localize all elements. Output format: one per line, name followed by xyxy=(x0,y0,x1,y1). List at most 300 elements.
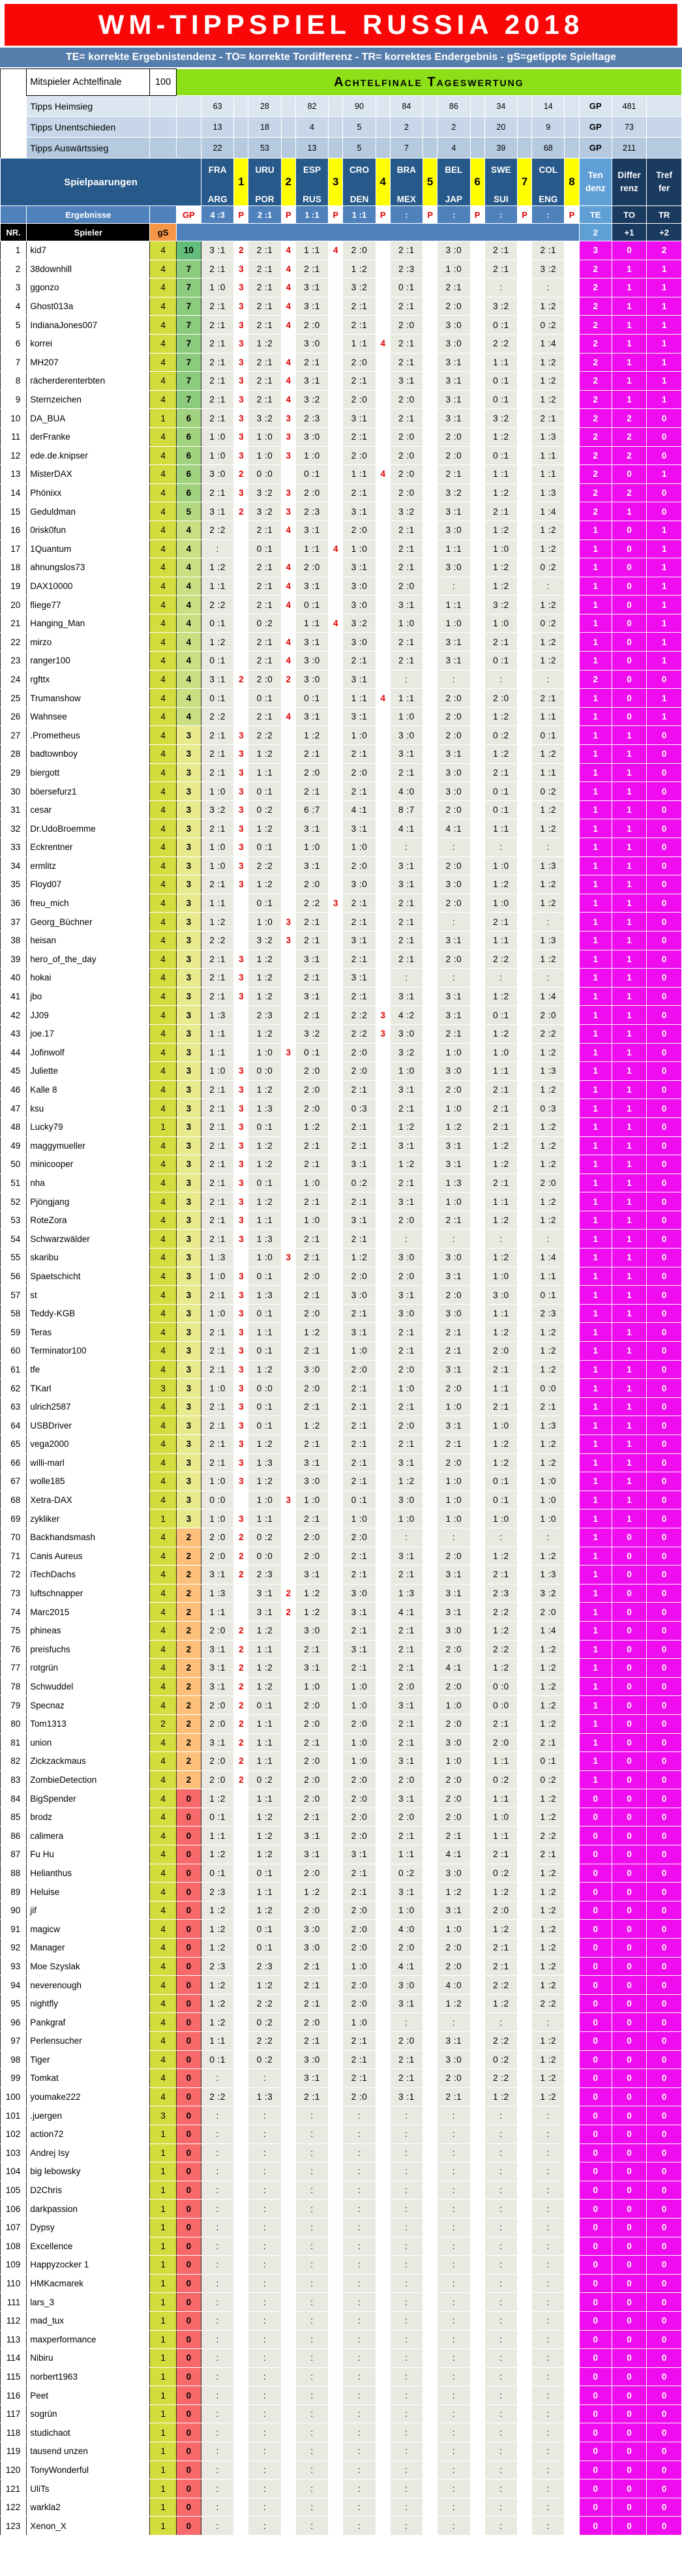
tip-cell: : xyxy=(484,2200,517,2219)
tip-points xyxy=(329,1062,343,1081)
treffer-value: 1 xyxy=(647,334,682,353)
tip-cell: 2 :0 xyxy=(343,1976,376,1995)
tip-cell: 1 :2 xyxy=(532,1323,565,1342)
treffer-value: 1 xyxy=(647,297,682,316)
tip-cell: 2 :1 xyxy=(295,260,328,279)
treffer-value: 0 xyxy=(647,1286,682,1305)
tip-cell: 2 :1 xyxy=(343,894,376,913)
player-rank: 13 xyxy=(1,465,27,484)
tip-cell: 2 :1 xyxy=(295,782,328,801)
player-row xyxy=(1,1286,682,1305)
player-name: st xyxy=(27,1286,150,1305)
player-rank: 121 xyxy=(1,2479,27,2498)
tip-points xyxy=(517,670,531,689)
tip-cell: 1 :2 xyxy=(295,726,328,745)
differenz-value: 1 xyxy=(612,763,646,782)
treffer-value: 1 xyxy=(647,558,682,577)
tip-cell: 2 :1 xyxy=(295,1509,328,1528)
differenz-value: 1 xyxy=(612,1211,646,1230)
player-rank: 108 xyxy=(1,2237,27,2256)
tip-cell: : xyxy=(248,2386,281,2405)
tendenz-value: 1 xyxy=(579,1770,612,1789)
treffer-value: 0 xyxy=(647,1024,682,1043)
tip-cell: 1 :0 xyxy=(437,1192,470,1211)
tip-cell: 2 :1 xyxy=(343,1080,376,1099)
tip-points xyxy=(565,1901,579,1920)
tip-cell: 1 :2 xyxy=(248,1192,281,1211)
tip-points xyxy=(281,1770,295,1789)
tendenz-value: 0 xyxy=(579,2349,612,2368)
tendenz-value: 1 xyxy=(579,1584,612,1603)
tip-cell: 2 :2 xyxy=(484,1976,517,1995)
tip-points xyxy=(281,1528,295,1547)
player-row xyxy=(1,2032,682,2051)
tip-cell: : xyxy=(437,2237,470,2256)
tip-points xyxy=(565,2162,579,2181)
tip-cell: 1 :2 xyxy=(248,745,281,764)
tip-points xyxy=(517,2311,531,2330)
tip-cell: : xyxy=(532,2237,565,2256)
player-row xyxy=(1,707,682,726)
tip-cell: 1 :0 xyxy=(484,614,517,633)
tip-cell: 2 :1 xyxy=(201,1323,233,1342)
tip-points xyxy=(281,1006,295,1025)
tip-cell: : xyxy=(248,2256,281,2275)
tip-cell: 2 :1 xyxy=(390,334,423,353)
tip-points xyxy=(565,1509,579,1528)
player-gp: 6 xyxy=(176,409,201,428)
tip-cell: : xyxy=(437,2144,470,2162)
tip-points xyxy=(517,2144,531,2162)
tip-cell: 3 :1 xyxy=(437,633,470,652)
player-gs: 4 xyxy=(150,689,176,708)
tip-points xyxy=(470,1584,484,1603)
treffer-value: 0 xyxy=(647,1416,682,1435)
player-name: badtownboy xyxy=(27,745,150,764)
player-row xyxy=(1,2349,682,2368)
tip-cell: : xyxy=(390,2330,423,2349)
tendenz-value: 2 xyxy=(579,316,612,335)
tip-cell: 2 :1 xyxy=(390,521,423,539)
treffer-value: 0 xyxy=(647,2293,682,2312)
player-row xyxy=(1,1360,682,1379)
player-rank: 36 xyxy=(1,894,27,913)
tip-cell: 3 :0 xyxy=(201,465,233,484)
player-gp: 0 xyxy=(176,1976,201,1995)
treffer-value: 0 xyxy=(647,483,682,502)
differenz-value: 0 xyxy=(612,1976,646,1995)
tip-points xyxy=(565,372,579,391)
treffer-value: 0 xyxy=(647,2181,682,2200)
tip-points xyxy=(329,745,343,764)
tip-cell: 2 :1 xyxy=(437,1435,470,1454)
tip-points xyxy=(470,2106,484,2125)
tip-cell: 3 :0 xyxy=(295,1360,328,1379)
tip-points xyxy=(423,427,437,446)
player-row xyxy=(1,1304,682,1323)
tip-points xyxy=(423,969,437,988)
tipps-count: 20 xyxy=(484,117,517,138)
tip-cell: 2 :1 xyxy=(484,1714,517,1733)
player-gp: 3 xyxy=(176,1453,201,1472)
differenz-value: 1 xyxy=(612,1249,646,1267)
player-name: RoteZora xyxy=(27,1211,150,1230)
tip-cell: 3 :0 xyxy=(390,1249,423,1267)
tip-points xyxy=(517,800,531,819)
tip-cell: 1 :1 xyxy=(201,1024,233,1043)
treffer-value: 0 xyxy=(647,1211,682,1230)
tr-label: TR xyxy=(647,206,682,224)
player-row xyxy=(1,2404,682,2423)
tip-cell: : xyxy=(484,2106,517,2125)
tip-points xyxy=(517,2479,531,2498)
tip-cell: 3 :0 xyxy=(437,316,470,335)
tip-cell: 3 :1 xyxy=(390,1286,423,1305)
player-gs: 4 xyxy=(150,726,176,745)
player-row xyxy=(1,950,682,969)
tip-cell: 3 :2 xyxy=(532,1584,565,1603)
tip-points xyxy=(565,558,579,577)
tip-points xyxy=(423,1491,437,1509)
tip-points xyxy=(376,2087,390,2106)
tip-points: 3 xyxy=(376,1024,390,1043)
tip-points xyxy=(470,260,484,279)
treffer-value: 0 xyxy=(647,1267,682,1286)
tip-cell: 3 :1 xyxy=(437,987,470,1006)
tip-points: 4 xyxy=(376,465,390,484)
tipp-table xyxy=(0,68,682,2536)
head-blank xyxy=(176,224,579,241)
tip-cell: 2 :2 xyxy=(343,1024,376,1043)
differenz-value: 0 xyxy=(612,1808,646,1826)
treffer-value: 1 xyxy=(647,689,682,708)
summary-p-blank xyxy=(376,138,390,159)
tip-points xyxy=(234,1043,248,1062)
treffer-value: 0 xyxy=(647,2517,682,2536)
player-row xyxy=(1,2087,682,2106)
tip-cell: 0 :2 xyxy=(484,2050,517,2069)
tip-cell: 1 :4 xyxy=(532,987,565,1006)
tip-cell: 3 :1 xyxy=(437,1901,470,1920)
tip-points xyxy=(423,1901,437,1920)
differenz-value: 1 xyxy=(612,782,646,801)
player-gs: 4 xyxy=(150,1640,176,1659)
p-header: P xyxy=(470,206,484,224)
tip-points xyxy=(517,2367,531,2386)
tip-points xyxy=(329,1864,343,1883)
player-name: Lucky79 xyxy=(27,1117,150,1136)
tip-points xyxy=(565,483,579,502)
tip-points xyxy=(565,316,579,335)
tip-points: 3 xyxy=(234,800,248,819)
tip-cell: 3 :2 xyxy=(248,931,281,950)
tip-cell: 1 :2 xyxy=(532,353,565,372)
tip-cell: 1 :0 xyxy=(201,1379,233,1398)
tip-points xyxy=(376,1230,390,1249)
tip-points xyxy=(281,1826,295,1845)
tip-points xyxy=(517,260,531,279)
tip-cell: 3 :1 xyxy=(295,707,328,726)
tip-cell: 3 :1 xyxy=(343,558,376,577)
tip-cell: 2 :0 xyxy=(390,483,423,502)
tip-cell: 1 :1 xyxy=(484,1752,517,1771)
player-name: Peet xyxy=(27,2386,150,2405)
player-name: USBDriver xyxy=(27,1416,150,1435)
tip-points xyxy=(329,1342,343,1361)
treffer-value: 0 xyxy=(647,1192,682,1211)
tip-cell: : xyxy=(390,2274,423,2293)
tip-points xyxy=(234,2442,248,2461)
player-gp: 4 xyxy=(176,558,201,577)
tip-cell: : xyxy=(343,2461,376,2479)
tendenz-value: 0 xyxy=(579,2386,612,2405)
player-row xyxy=(1,782,682,801)
tip-cell: 3 :0 xyxy=(295,670,328,689)
player-name: 1Quantum xyxy=(27,539,150,558)
player-gp: 6 xyxy=(176,446,201,465)
tip-points xyxy=(517,614,531,633)
tip-points xyxy=(234,1249,248,1267)
tip-cell: 0 :1 xyxy=(532,726,565,745)
tip-cell: 3 :1 xyxy=(248,1584,281,1603)
tip-points xyxy=(281,2442,295,2461)
tip-points: 2 xyxy=(234,1528,248,1547)
tip-points xyxy=(329,1099,343,1118)
tip-cell: 2 :1 xyxy=(390,1826,423,1845)
tip-points xyxy=(565,1136,579,1155)
tip-points xyxy=(423,1435,437,1454)
differenz-value: 0 xyxy=(612,1733,646,1752)
tip-points xyxy=(329,819,343,838)
summary-gs-blank xyxy=(150,138,176,159)
tip-cell: 1 :2 xyxy=(248,1024,281,1043)
player-gs: 4 xyxy=(150,1677,176,1696)
tip-cell: 3 :0 xyxy=(295,427,328,446)
tip-cell: 3 :0 xyxy=(437,1733,470,1752)
player-name: ede.de.knipser xyxy=(27,446,150,465)
tip-points xyxy=(470,1379,484,1398)
tip-cell: : xyxy=(201,2256,233,2275)
tip-cell: : xyxy=(343,2517,376,2536)
tip-cell: : xyxy=(437,577,470,596)
tip-cell: 1 :0 xyxy=(390,614,423,633)
player-rank: 4 xyxy=(1,297,27,316)
tip-points: 3 xyxy=(234,782,248,801)
tip-points xyxy=(517,1286,531,1305)
summary-right-blank xyxy=(647,117,682,138)
tip-points xyxy=(565,2181,579,2200)
tip-points xyxy=(517,483,531,502)
tip-points xyxy=(423,465,437,484)
tip-cell: 1 :0 xyxy=(343,726,376,745)
tip-points xyxy=(281,2218,295,2237)
tip-points xyxy=(470,1957,484,1976)
tip-cell: 3 :0 xyxy=(437,521,470,539)
treffer-value: 1 xyxy=(647,614,682,633)
tip-cell: 3 :0 xyxy=(295,652,328,671)
tip-points xyxy=(423,2069,437,2088)
tendenz-value: 1 xyxy=(579,1062,612,1081)
p-header: P xyxy=(329,206,343,224)
player-gs: 4 xyxy=(150,596,176,614)
tendenz-value: 1 xyxy=(579,950,612,969)
tip-cell: : xyxy=(437,2498,470,2517)
tip-points xyxy=(470,427,484,446)
tip-points xyxy=(329,707,343,726)
tip-points xyxy=(423,2461,437,2479)
player-gp: 0 xyxy=(176,1845,201,1864)
tip-cell: 1 :2 xyxy=(532,800,565,819)
tip-points xyxy=(281,745,295,764)
treffer-value: 1 xyxy=(647,521,682,539)
tip-points xyxy=(565,1491,579,1509)
tip-cell: 2 :1 xyxy=(201,1453,233,1472)
tendenz-value: 1 xyxy=(579,1174,612,1192)
tip-cell: 2 :0 xyxy=(343,1714,376,1733)
player-name: freu_mich xyxy=(27,894,150,913)
tip-cell: : xyxy=(390,2367,423,2386)
player-row xyxy=(1,1024,682,1043)
tip-cell: 3 :1 xyxy=(343,819,376,838)
treffer-value: 0 xyxy=(647,427,682,446)
tip-points xyxy=(329,1211,343,1230)
tendenz-value: 0 xyxy=(579,1920,612,1939)
player-row xyxy=(1,1957,682,1976)
player-rank: 94 xyxy=(1,1976,27,1995)
tip-points xyxy=(376,2461,390,2479)
tip-cell: 2 :0 xyxy=(343,1920,376,1939)
player-name: darkpassion xyxy=(27,2200,150,2219)
player-rank: 59 xyxy=(1,1323,27,1342)
player-name: Wahnsee xyxy=(27,707,150,726)
summary-gp-blank xyxy=(176,138,201,159)
tip-cell: 1 :2 xyxy=(248,1136,281,1155)
differenz-value: 0 xyxy=(612,2032,646,2051)
tip-points xyxy=(470,372,484,391)
tip-points xyxy=(329,2200,343,2219)
tip-points xyxy=(470,1342,484,1361)
player-gs: 4 xyxy=(150,1547,176,1566)
tip-cell: 2 :1 xyxy=(437,465,470,484)
tip-points: 3 xyxy=(234,316,248,335)
tip-points xyxy=(281,1696,295,1715)
player-name: Terminator100 xyxy=(27,1342,150,1361)
tip-cell: 2 :0 xyxy=(295,1080,328,1099)
tip-points xyxy=(234,2330,248,2349)
tip-points xyxy=(376,1491,390,1509)
tip-cell: 1 :2 xyxy=(295,1117,328,1136)
player-row xyxy=(1,800,682,819)
tip-cell: 2 :0 xyxy=(343,763,376,782)
tip-cell: 1 :0 xyxy=(484,1509,517,1528)
tip-cell: 0 :2 xyxy=(248,614,281,633)
tip-cell: 2 :1 xyxy=(437,1323,470,1342)
tip-cell: 3 :1 xyxy=(437,1136,470,1155)
tip-points xyxy=(470,2013,484,2032)
tip-points xyxy=(565,726,579,745)
tip-cell: : xyxy=(390,2125,423,2144)
player-row xyxy=(1,521,682,539)
tip-cell: 0 :1 xyxy=(248,782,281,801)
player-rank: 28 xyxy=(1,745,27,764)
tipps-count: 90 xyxy=(343,96,376,117)
tip-cell: 3 :1 xyxy=(201,670,233,689)
tip-cell: : xyxy=(532,2274,565,2293)
tip-points: 4 xyxy=(281,577,295,596)
to-label: TO xyxy=(612,206,646,224)
tip-cell: 1 :0 xyxy=(201,1472,233,1491)
tip-points xyxy=(376,2367,390,2386)
summary-right-blank xyxy=(647,138,682,159)
player-gs: 4 xyxy=(150,2050,176,2069)
tip-points xyxy=(517,1062,531,1081)
player-gs: 4 xyxy=(150,670,176,689)
player-row xyxy=(1,1864,682,1883)
tip-points xyxy=(517,1939,531,1958)
player-name: studichaot xyxy=(27,2423,150,2442)
tip-points: 3 xyxy=(281,502,295,521)
tip-cell: 0 :1 xyxy=(532,1752,565,1771)
tip-cell: 2 :2 xyxy=(484,2032,517,2051)
tip-points xyxy=(423,1696,437,1715)
treffer-value: 0 xyxy=(647,446,682,465)
differenz-value: 0 xyxy=(612,1677,646,1696)
player-rank: 90 xyxy=(1,1901,27,1920)
tip-cell: 2 :1 xyxy=(484,1566,517,1584)
tip-cell: 2 :1 xyxy=(343,1435,376,1454)
tip-points xyxy=(423,1789,437,1808)
tip-points xyxy=(329,2423,343,2442)
player-name: willi-marl xyxy=(27,1453,150,1472)
tip-points xyxy=(565,1062,579,1081)
tip-cell: 2 :1 xyxy=(295,1230,328,1249)
player-row xyxy=(1,241,682,260)
tip-cell: 2 :0 xyxy=(437,1640,470,1659)
tip-cell: 4 :1 xyxy=(437,1659,470,1678)
tip-cell: : xyxy=(437,2423,470,2442)
tip-points xyxy=(329,409,343,428)
tip-points xyxy=(423,1397,437,1416)
tip-cell: 1 :1 xyxy=(484,1304,517,1323)
tip-points xyxy=(376,2013,390,2032)
tip-points xyxy=(565,2013,579,2032)
tip-points xyxy=(517,1491,531,1509)
player-name: Backhandsmash xyxy=(27,1528,150,1547)
tip-cell: 2 :3 xyxy=(532,1304,565,1323)
tip-cell: : xyxy=(201,2367,233,2386)
tip-points xyxy=(423,539,437,558)
treffer-value: 0 xyxy=(647,1006,682,1025)
results-left-blank xyxy=(1,206,27,224)
treffer-value: 0 xyxy=(647,1883,682,1902)
treffer-value: 0 xyxy=(647,800,682,819)
tendenz-value: 1 xyxy=(579,969,612,988)
tip-points xyxy=(423,1547,437,1566)
player-gp: 0 xyxy=(176,2274,201,2293)
tip-cell: 1 :1 xyxy=(532,763,565,782)
player-name: Schwarzwälder xyxy=(27,1230,150,1249)
player-gp: 3 xyxy=(176,1323,201,1342)
tip-cell: 2 :1 xyxy=(390,1397,423,1416)
tip-cell: 2 :2 xyxy=(201,521,233,539)
tip-points xyxy=(234,1808,248,1826)
tip-cell: : xyxy=(201,2498,233,2517)
tip-points xyxy=(565,1883,579,1902)
match-result: 1 :1 xyxy=(295,206,328,224)
tip-cell: 3 :1 xyxy=(201,1640,233,1659)
tip-points xyxy=(517,1211,531,1230)
tip-points xyxy=(470,913,484,932)
